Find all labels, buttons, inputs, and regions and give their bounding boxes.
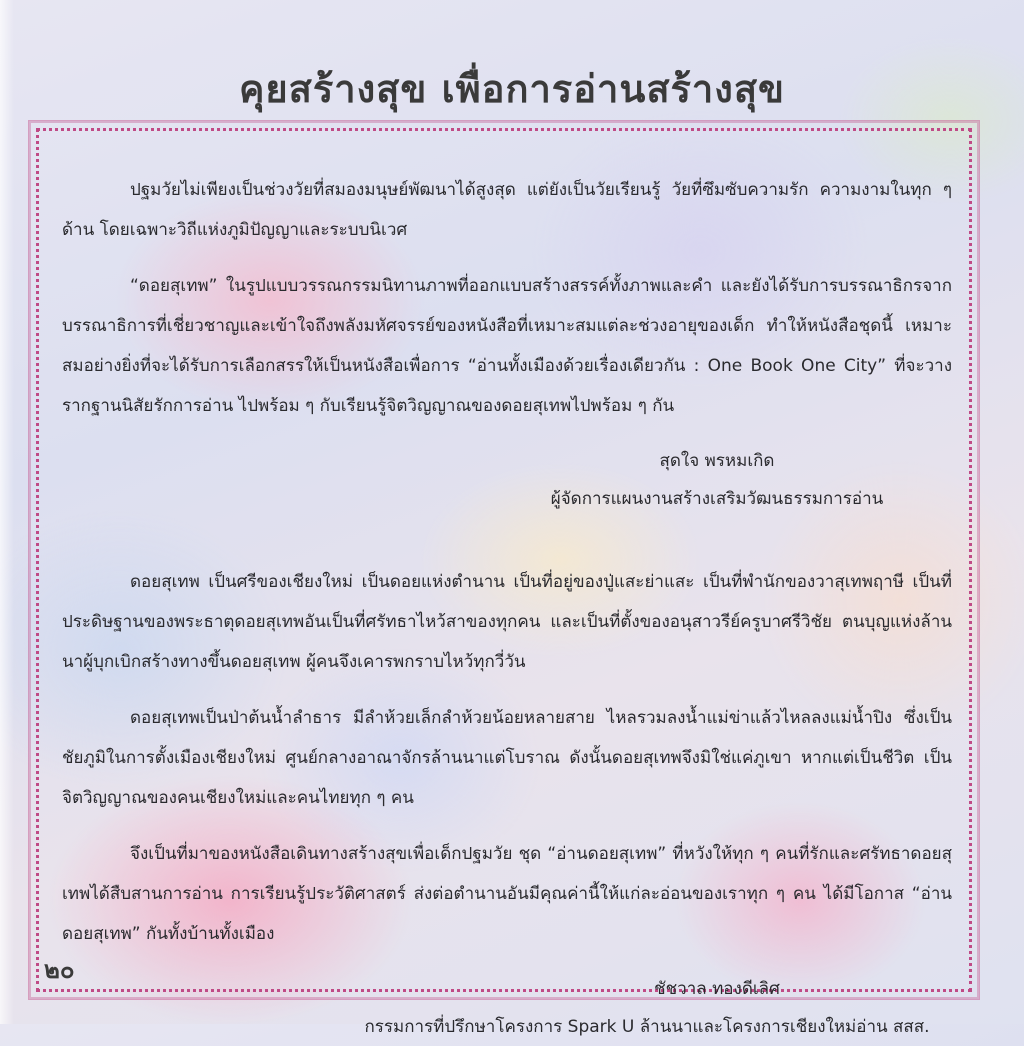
signature-title-1: ผู้จัดการแผนงานสร้างเสริมวัฒนธรรมการอ่าน	[550, 489, 884, 509]
paragraph-5: จึงเป็นที่มาของหนังสือเดินทางสร้างสุขเพื่อเด็กปฐมวัย ชุด “อ่านดอยสุเทพ” ที่หวังให้ทุก ๆ คนที่รักและศรัทธาดอยสุเทพได้สืบสานการอ่าน การเรียนรู้ประวัติศาสตร์ ส่งต่อตำนานอันมีคุณค่านี้ให้แก่ละอ่อนของเราทุก ๆ คน ได้มีโอกาส “อ่านดอยสุเทพ” กันทั้งบ้านทั้งเมือง	[62, 844, 952, 944]
paragraph-4: ดอยสุเทพเป็นป่าต้นน้ำลำธาร มีลำห้วยเล็กลำห้วยน้อยหลายสาย ไหลรวมลงน้ำแม่ข่าแล้วไหลลงแม่น้ำปิง ซึ่งเป็นชัยภูมิในการตั้งเมืองเชียงใหม่ ศูนย์กลางอาณาจักรล้านนาแต่โบราณ ดังนั้นดอยสุเทพจึงมิใช่แค่ภูเขา หากแต่เป็นชีวิต เป็นจิตวิญญาณของคนเชียงใหม่และคนไทยทุก ๆ คน	[62, 708, 952, 808]
paragraph-2: “ดอยสุเทพ” ในรูปแบบวรรณกรรมนิทานภาพที่ออกแบบสร้างสรรค์ทั้งภาพและคำ และยังได้รับการบรรณาธิกรจากบรรณาธิการที่เชี่ยวชาญและเข้าใจถึงพลังมหัศจรรย์ของหนังสือที่เหมาะสมแต่ละช่วงอายุของเด็ก ทำให้หนังสือชุดนี้ เหมาะสมอย่างยิ่งที่จะได้รับการเลือกสรรให้เป็นหนังสือเพื่อการ “อ่านทั้งเมืองด้วยเรื่องเดียวกัน : One Book One City” ที่จะวางรากฐานนิสัยรักการอ่าน ไปพร้อม ๆ กับเรียนรู้จิตวิญญาณของดอยสุเทพไปพร้อม ๆ กัน	[62, 276, 952, 416]
paragraph-1: ปฐมวัยไม่เพียงเป็นช่วงวัยที่สมองมนุษย์พัฒนาได้สูงสุด แต่ยังเป็นวัยเรียนรู้ วัยที่ซึมซับความรัก ความงามในทุก ๆ ด้าน โดยเฉพาะวิถีแห่งภูมิปัญญาและระบบนิเวศ	[62, 180, 952, 240]
paper-edge	[0, 0, 14, 1024]
content-body	[62, 170, 952, 1046]
section-gap	[62, 518, 952, 562]
page-number: ๒๐	[44, 956, 75, 984]
signature-name-1: สุดใจ พรหมเกิด	[659, 451, 775, 471]
paragraph-3: ดอยสุเทพ เป็นศรีของเชียงใหม่ เป็นดอยแห่งตำนาน เป็นที่อยู่ของปู่แสะย่าแสะ เป็นที่พำนักของวาสุเทพฤาษี เป็นที่ประดิษฐานของพระธาตุดอยสุเทพอันเป็นที่ศรัทธาไหว้สาของทุกคน และเป็นที่ตั้งของอนุสาวรีย์ครูบาศรีวิชัย ตนบุญแห่งล้านนาผู้บุกเบิกสร้างทางขึ้นดอยสุเทพ ผู้คนจึงเคารพกราบไหว้ทุกวี่วัน	[62, 572, 952, 672]
page-title: คุยสร้างสุข เพื่อการอ่านสร้างสุข	[239, 67, 785, 111]
signature-title-2: กรรมการที่ปรึกษาโครงการ Spark U ล้านนาและโครงการเชียงใหม่อ่าน สสส.	[364, 1017, 930, 1037]
signature-name-2: ชัชวาล ทองดีเลิศ	[654, 979, 780, 999]
